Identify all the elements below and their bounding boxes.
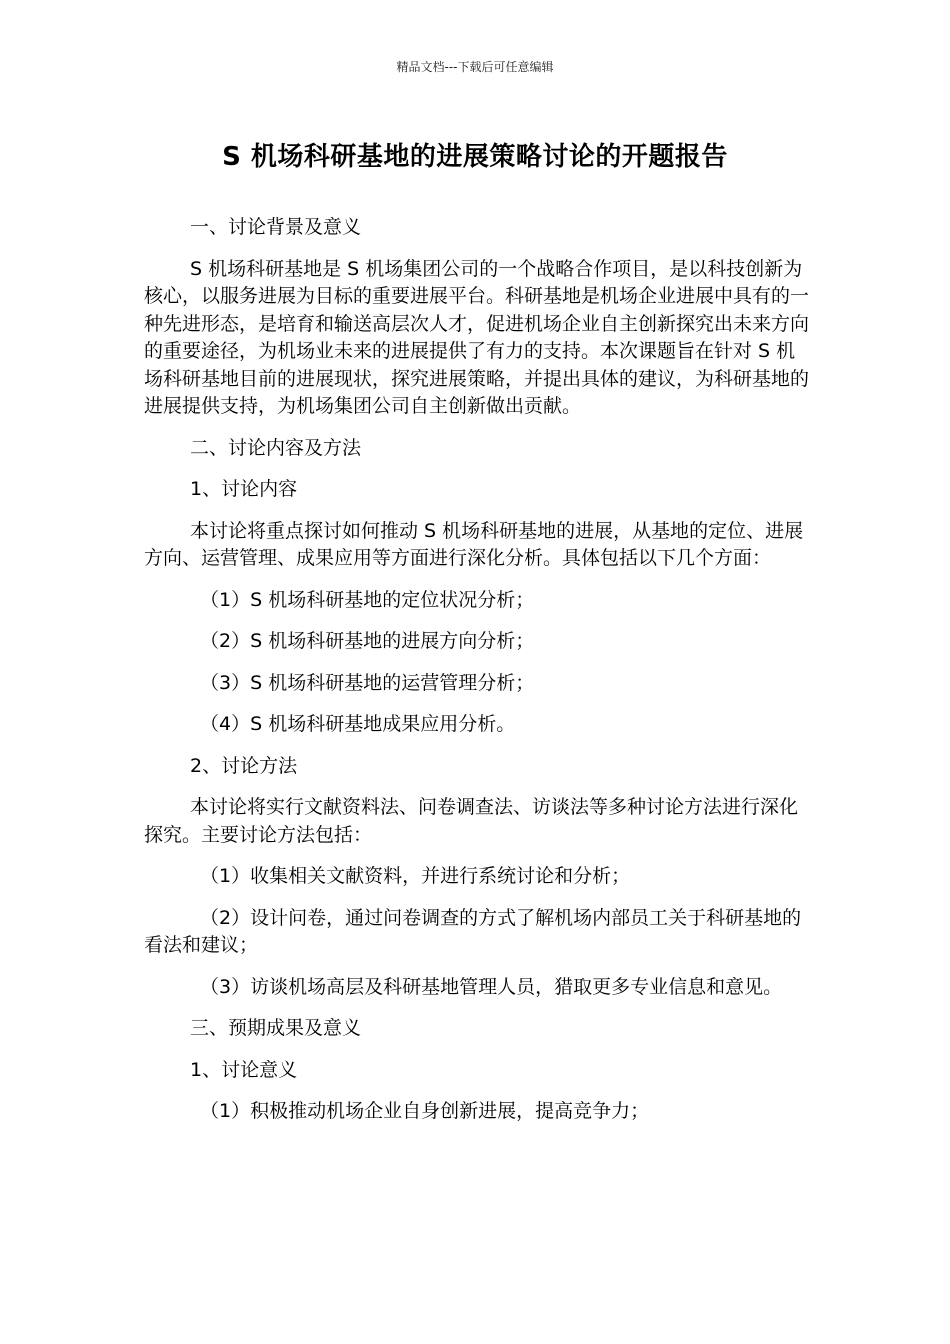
list-item: （1）收集相关文献资料，并进行系统讨论和分析； (200, 865, 631, 887)
section-heading: 三、预期成果及意义 (190, 1017, 362, 1039)
list-item: （2）设计问卷，通过问卷调查的方式了解机场内部员工关于科研基地的看法和建议； (144, 906, 802, 956)
list-item: （3）S 机场科研基地的运营管理分析； (200, 671, 535, 694)
paragraph: S 机场科研基地是 S 机场集团公司的一个战略合作项目，是以科技创新为核心，以服务进展为目标的重要进展平台。科研基地是机场企业进展中具有的一种先进形态，是培育和输送高层次人才，促进机场企业自主创新探究出未来方向的重要途径，为机场业未来的进展提供了有力的支持。本次课题旨在针对 S 机场科研基地目前的进展现状，探究进展策略，并提出具体的建议，为科研基地的进展提供支持，为机场集团公司自主创新做出贡献。 (144, 257, 810, 417)
subsection-heading: 1、讨论意义 (190, 1058, 298, 1081)
subsection-heading: 1、讨论内容 (190, 478, 298, 500)
subsection-heading: 2、讨论方法 (190, 754, 298, 777)
page-header: 精品文档---下载后可任意编辑 (396, 60, 554, 74)
list-item: （2）S 机场科研基地的进展方向分析； (200, 630, 535, 652)
paragraph: 本讨论将实行文献资料法、问卷调查法、访谈法等多种讨论方法进行深化探究。主要讨论方法包括： (144, 796, 799, 846)
list-item: （1）S 机场科研基地的定位状况分析； (200, 588, 535, 611)
section-heading: 一、讨论背景及意义 (190, 216, 362, 238)
list-item: （3）访谈机场高层及科研基地管理人员，猎取更多专业信息和意见。 (200, 975, 783, 998)
section-heading: 二、讨论内容及方法 (190, 436, 362, 459)
list-item: （1）积极推动机场企业自身创新进展，提高竞争力； (200, 1100, 650, 1122)
document-body (144, 214, 809, 1140)
document-title: S 机场科研基地的进展策略讨论的开题报告 (222, 142, 728, 172)
paragraph: 本讨论将重点探讨如何推动 S 机场科研基地的进展，从基地的定位、进展方向、运营管理、成果应用等方面进行深化分析。具体包括以下几个方面： (144, 519, 804, 569)
list-item: （4）S 机场科研基地成果应用分析。 (200, 713, 516, 735)
